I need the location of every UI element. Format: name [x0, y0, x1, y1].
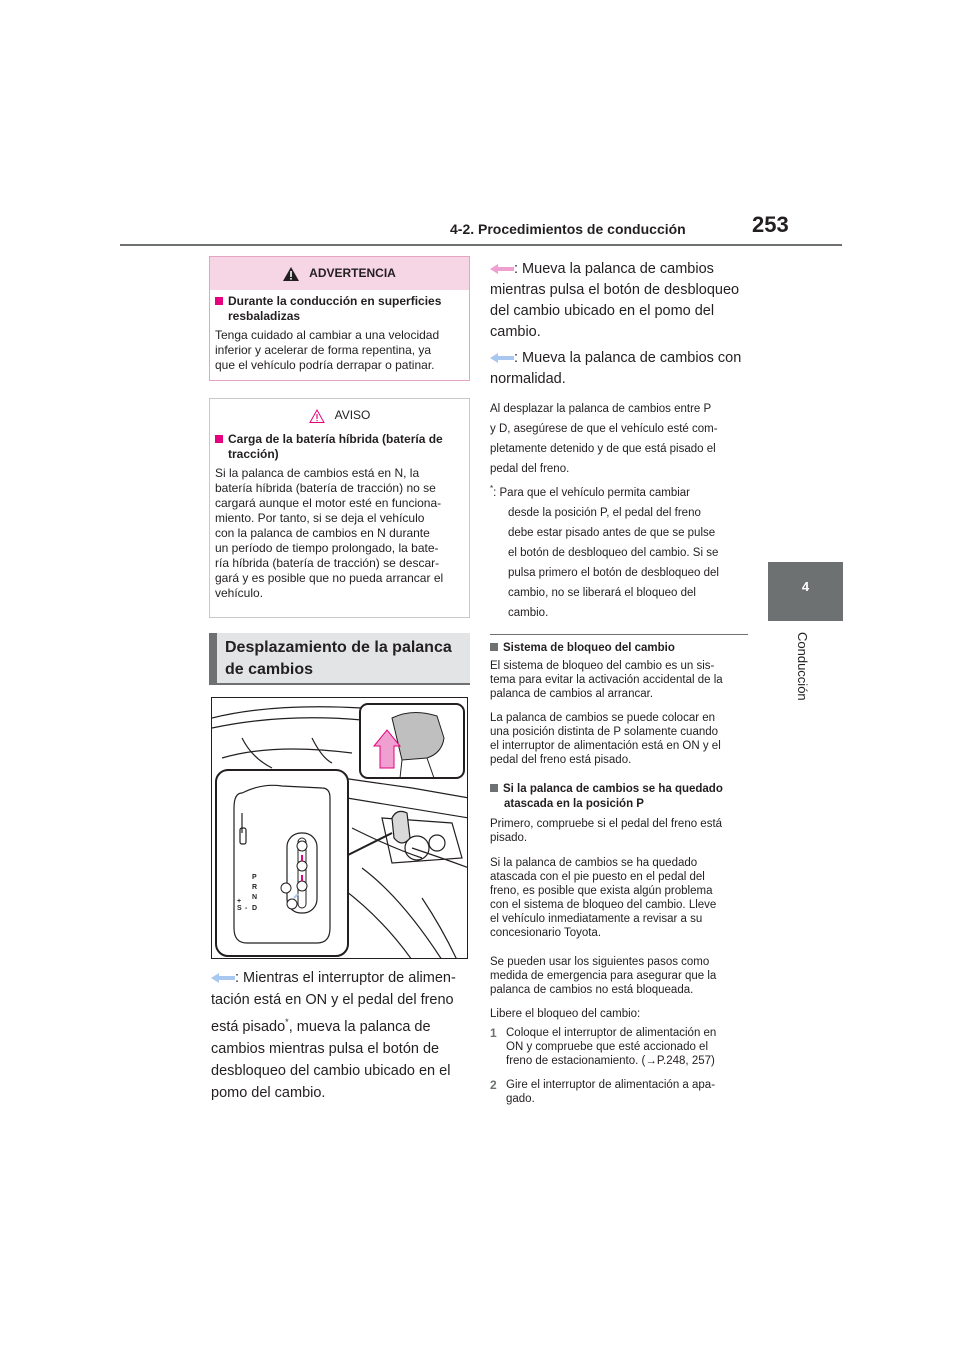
footnote-line: desde la posición P, el pedal del freno [508, 506, 701, 519]
gear-label-plus: + [237, 898, 242, 905]
left-text-line: pomo del cambio. [211, 1084, 326, 1101]
gear-label-n: N [252, 894, 258, 901]
gear-label-r: R [252, 884, 258, 891]
shift-lock-paragraph [490, 711, 752, 767]
chapter-label-text: Conducción [795, 632, 810, 701]
blue-arrow-icon [211, 973, 235, 983]
step-1 [490, 1026, 752, 1068]
step-number: 1 [490, 1026, 497, 1040]
bullet-square-icon [215, 435, 223, 443]
warning-triangle-icon [283, 267, 299, 281]
paragraph-line: pedal del freno está pisado. [490, 754, 632, 766]
footnote-line: el botón de desbloqueo del cambio. Si se [508, 546, 719, 559]
warning-title: ADVERTENCIA [309, 266, 396, 280]
right-text-line: normalidad. [490, 371, 566, 387]
paragraph-line: palanca de cambios al arrancar. [490, 688, 654, 700]
chapter-label [795, 632, 811, 712]
notice-subheading [215, 432, 443, 447]
paragraph-line: freno, es posible que exista algún problema [490, 885, 713, 897]
paragraph-line: el interruptor de alimentación está en ON y el [490, 740, 721, 752]
paragraph-line: Si la palanca de cambios se ha quedado [490, 857, 698, 869]
page-number: 253 [752, 212, 789, 237]
notice-body-line: vehículo. [215, 586, 264, 600]
notice-body-line: gará y es posible que no pueda arrancar el [215, 571, 444, 585]
shift-lever-illustration [211, 697, 468, 959]
note-line: pedal del freno. [490, 463, 570, 475]
notice-subheading-line: Carga de la batería híbrida (batería de [228, 432, 443, 446]
notice-body-line: un período de tiempo prolongado, la bate- [215, 541, 439, 555]
paragraph-line: con el sistema de bloqueo del cambio. Lleve [490, 899, 717, 911]
step-line: freno de estacionamiento. (→P.248, 257) [506, 1055, 715, 1067]
bullet-square-icon [490, 643, 498, 651]
shift-lock-paragraph [490, 659, 752, 701]
paragraph-line: La palanca de cambios se puede colocar en [490, 712, 716, 724]
gear-label-minus: - [245, 905, 248, 912]
step-2 [490, 1078, 752, 1106]
warning-box [209, 256, 470, 381]
right-text-segment: : Mueva la palanca de cambios con [514, 350, 742, 366]
footnote-line: cambio. [508, 606, 549, 619]
paragraph-line: El sistema de bloqueo del cambio es un sis- [490, 660, 715, 672]
footnote [490, 479, 752, 623]
warning-subheading-line: Durante la conducción en superficies [228, 294, 442, 308]
chapter-number: 4 [801, 579, 810, 594]
asterisk-mark: * [285, 1017, 289, 1027]
right-text-line [490, 348, 752, 369]
right-text-line: del cambio ubicado en el pomo del [490, 303, 715, 319]
paragraph-line: Se pueden usar los siguientes pasos como [490, 956, 710, 968]
paragraph-line: medida de emergencia para asegurar que la [490, 970, 717, 982]
paragraph-line: tema para evitar la activación accidental de la [490, 674, 723, 686]
right-text-line [490, 259, 752, 280]
section-heading-text [225, 637, 452, 681]
paragraph-line: Primero, compruebe si el pedal del freno está [490, 818, 723, 830]
notice-body-line: batería híbrida (batería de tracción) no se [215, 481, 436, 495]
paragraph-line: concesionario Toyota. [490, 927, 602, 939]
step-line: Gire el interruptor de alimentación a apa- [506, 1079, 716, 1091]
bullet-square-icon [215, 297, 223, 305]
shift-note [490, 399, 752, 479]
blue-arrow-icon [490, 353, 514, 363]
left-description [211, 967, 473, 1104]
left-text-line [211, 1011, 473, 1038]
left-text-segment: : Mientras el interruptor de alimen- [235, 970, 456, 986]
notice-body-line: cargará aunque el motor esté en funciona- [215, 496, 442, 510]
notice-body-line: ría híbrida (batería de tracción) se descar- [215, 556, 440, 570]
notice-header [210, 399, 469, 432]
warning-body-line: Tenga cuidado al cambiar a una velocidad [215, 328, 440, 342]
paragraph-line: el vehículo inmediatamente a revisar a su [490, 913, 703, 925]
header-divider [120, 244, 842, 246]
left-text-segment: está pisado [211, 1018, 286, 1035]
stuck-heading [490, 782, 752, 796]
stuck-heading-text: Si la palanca de cambios se ha quedado [503, 783, 723, 795]
left-text-line [211, 967, 473, 989]
paragraph-line: atascada con el pie puesto en el pedal del [490, 871, 705, 883]
footnote-line: debe estar pisado antes de que se pulse [508, 526, 716, 539]
left-text-segment: , mueva la palanca de [288, 1018, 431, 1035]
section-heading-line: de cambios [225, 661, 314, 678]
stuck-heading-cont: atascada en la posición P [504, 798, 644, 810]
stuck-paragraph [490, 817, 752, 845]
right-text-segment: : Mueva la palanca de cambios [514, 261, 714, 277]
warning-body-line: inferior y acelerar de forma repentina, ya [215, 343, 432, 357]
footnote-line: pulsa primero el botón de desbloqueo del [508, 566, 719, 579]
notice-body-line: Si la palanca de cambios está en N, la [215, 466, 420, 480]
section-heading-line: Desplazamiento de la palanca [225, 639, 452, 656]
notice-body-line: miento. Por tanto, si se deja el vehículo [215, 511, 425, 525]
release-intro: Libere el bloqueo del cambio: [490, 1008, 641, 1020]
notice-body-line: con la palanca de cambios en N durante [215, 526, 430, 540]
footnote-line [490, 479, 752, 503]
notice-title: AVISO [334, 408, 371, 422]
right-text-line: cambio. [490, 324, 541, 340]
footnote-mark: * [490, 484, 494, 493]
warning-body-line: que el vehículo podría derrapar o patinar. [215, 358, 435, 372]
footnote-line: cambio, no se liberará el bloqueo del [508, 586, 696, 599]
paragraph-line: una posición distinta de P solamente cuando [490, 726, 719, 738]
left-text-line: cambios mientras pulsa el botón de [211, 1040, 440, 1057]
section-heading [209, 633, 470, 685]
section-title: 4-2. Procedimientos de conducción [450, 221, 686, 237]
note-line: y D, asegúrese de que el vehículo esté com- [490, 423, 718, 435]
step-line: ON y compruebe que esté accionado el [506, 1041, 709, 1053]
step-line: gado. [506, 1093, 535, 1105]
right-text-line: mientras pulsa el botón de desbloqueo [490, 282, 740, 298]
warning-subheading [215, 294, 441, 309]
footnote-segment: : Para que el vehículo permita cambiar [493, 486, 691, 499]
note-line: Al desplazar la palanca de cambios entre P [490, 403, 712, 415]
stuck-paragraph [490, 955, 752, 997]
notice-subheading-cont: tracción) [228, 447, 279, 461]
notice-box [209, 398, 470, 618]
warning-header [210, 257, 469, 290]
gear-label-p: P [252, 874, 257, 881]
note-line: pletamente detenido y de que está pisado el [490, 443, 716, 455]
blue-arrow-description [490, 348, 752, 390]
paragraph-line: palanca de cambios no está bloqueada. [490, 984, 694, 996]
shift-lever-drawing [212, 698, 468, 959]
stuck-paragraph [490, 856, 752, 940]
step-number: 2 [490, 1078, 497, 1092]
gear-label-s: S [237, 905, 242, 912]
shift-lock-heading [490, 641, 752, 655]
warning-subheading-cont: resbaladizas [228, 309, 301, 323]
caution-triangle-icon [309, 409, 325, 423]
paragraph-line: pisado. [490, 832, 528, 844]
divider [490, 634, 748, 635]
shift-lock-heading-text: Sistema de bloqueo del cambio [503, 642, 675, 654]
pink-arrow-description [490, 259, 752, 343]
bullet-square-icon [490, 784, 498, 792]
left-text-line: tación está en ON y el pedal del freno [211, 992, 454, 1008]
left-text-line: desbloqueo del cambio ubicado en el [211, 1062, 451, 1079]
step-line: Coloque el interruptor de alimentación en [506, 1027, 717, 1039]
gear-label-d: D [252, 905, 258, 912]
pink-arrow-icon [490, 264, 514, 274]
